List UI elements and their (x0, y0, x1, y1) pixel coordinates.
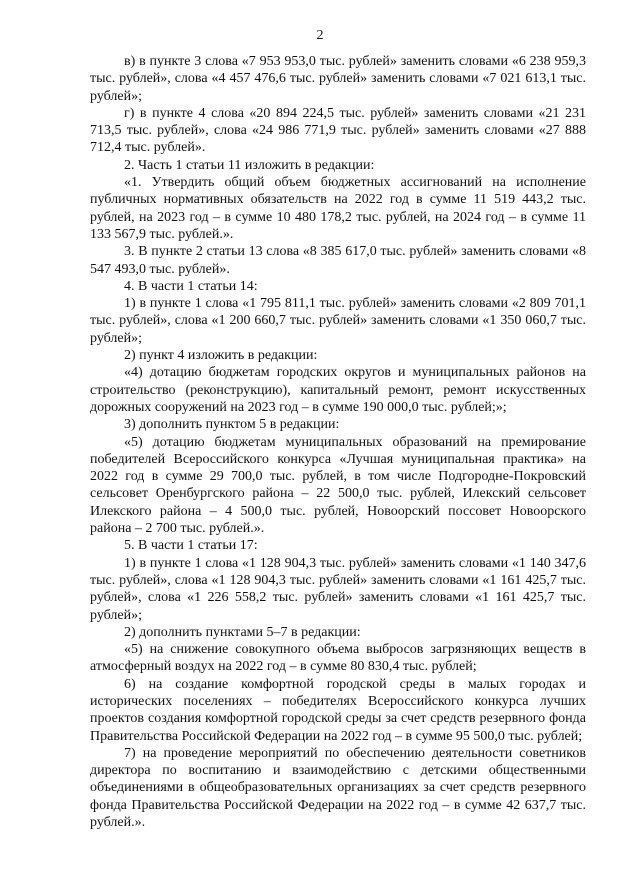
paragraph-4g: г) в пункте 4 слова «20 894 224,5 тыс. рублей» заменить словами «21 231 713,5 тыс. рублей», слова «24 986 771,9 тыс. рублей» заменить словами «27 888 712,4 тыс. рублей». (90, 105, 586, 156)
paragraph-item-4-2-text: «4) дотацию бюджетам городских округов и муниципальных районов на строительство (реконструкцию), капитальный ремонт, ремонт искусственных дорожных сооружений на 2023 год – в сумме 190 000,0 тыс. рублей;»; (90, 365, 586, 415)
page-number: 2 (316, 28, 324, 43)
paragraph-item-4-3: 3) дополнить пунктом 5 в редакции: (124, 417, 340, 433)
paragraph-item-4: 4. В части 1 статьи 14: (124, 278, 258, 294)
paragraph-item-4-2: 2) пункт 4 изложить в редакции: (124, 348, 318, 364)
paragraph-item-3: 3. В пункте 2 статьи 13 слова «8 385 617,0 тыс. рублей» заменить словами «8 547 493,0 тыс. рублей». (90, 244, 586, 277)
paragraph-item-5: 5. В части 1 статьи 17: (124, 538, 258, 554)
paragraph-item-5-2-p7: 7) на проведение мероприятий по обеспечению деятельности советников директора по воспитанию и взаимодействию с детскими общественными объединениями в общеобразовательных организациях за счет средств резервного фонда Правительства Российской Федерации на 2022 год – в сумме 42 637,7 тыс. рублей.». (90, 745, 586, 831)
paragraph-item-5-2-p5: «5) на снижение совокупного объема выбросов загрязняющих веществ в атмосферный воздух на 2022 год – в сумме 80 830,4 тыс. рублей; (90, 642, 586, 675)
paragraph-item-5-1: 1) в пункте 1 слова «1 128 904,3 тыс. рублей» заменить словами «1 140 347,6 тыс. рублей», слова «1 128 904,3 тыс. рублей» заменить словами «1 161 425,7 тыс. рублей», слова «1 226 558,2 тыс. рублей» заменить словами «1 161 425,7 тыс. рублей»; (90, 555, 586, 623)
paragraph-item-5-2-p6: 6) на создание комфортной городской среды в малых городах и исторических поселениях – победителях Всероссийского конкурса лучших проектов создания комфортной городской среды за счет средств резервного фонда Правительства Российской Федерации на 2022 год – в сумме 95 500,0 тыс. рублей; (90, 676, 586, 744)
paragraph-3v: в) в пункте 3 слова «7 953 953,0 тыс. рублей» заменить словами «6 238 959,3 тыс. рублей», слова «4 457 476,6 тыс. рублей» заменить словами «7 021 613,1 тыс. рублей»; (90, 54, 586, 104)
paragraph-item-5-2: 2) дополнить пунктами 5–7 в редакции: (124, 624, 361, 640)
document-body (90, 53, 586, 831)
paragraph-item-4-1: 1) в пункте 1 слова «1 795 811,1 тыс. рублей» заменить словами «2 809 701,1 тыс. рублей», слова «1 200 660,7 тыс. рублей» заменить словами «1 350 060,7 тыс. рублей»; (90, 296, 586, 346)
paragraph-item-2: 2. Часть 1 статьи 11 изложить в редакции: (124, 157, 375, 173)
paragraph-item-4-3-text: «5) дотацию бюджетам муниципальных образований на премирование победителей Всероссийского конкурса «Лучшая муниципальная практика» на 2022 год в сумме 29 700,0 тыс. рублей, в том числе Подгородне-Покровский сельсовет Оренбургского района – 22 500,0 тыс. рублей, Илекский сельсовет Илекского района – 4 500,0 тыс. рублей, Новоорский поссовет Новоорского района – 2 700 тыс. рублей.». (90, 434, 586, 537)
paragraph-item-2-text: «1. Утвердить общий объем бюджетных ассигнований на исполнение публичных нормативных обязательств на 2022 год в сумме 11 519 443,2 тыс. рублей, на 2023 год – в сумме 10 480 178,2 тыс. рублей, на 2024 год – в сумме 11 133 567,9 тыс. рублей.». (90, 175, 586, 242)
